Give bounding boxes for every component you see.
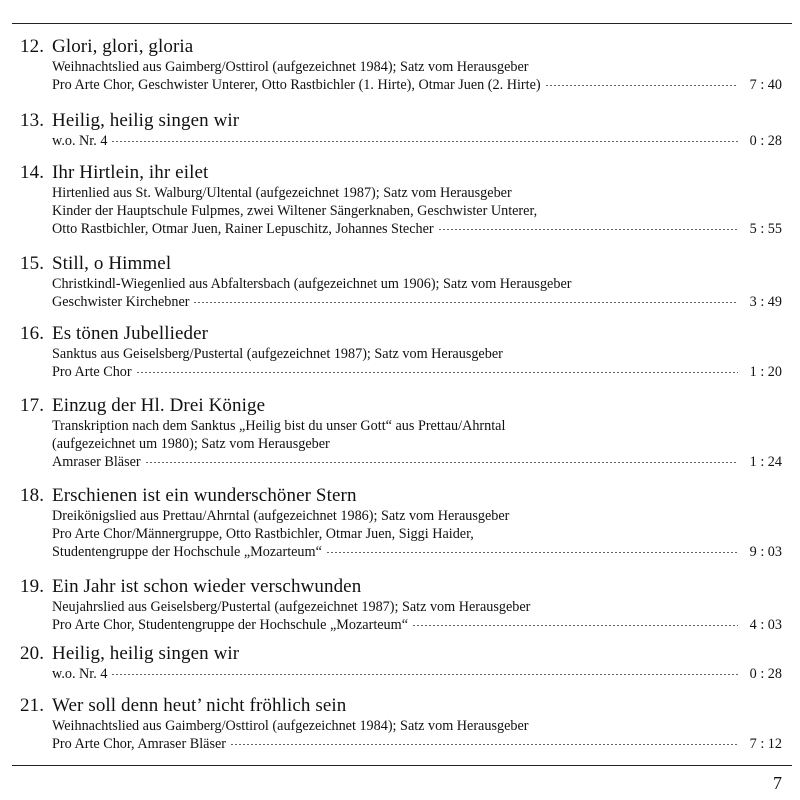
track-entry: [20, 162, 782, 253]
track-entry: [20, 36, 782, 110]
track-heading: [20, 323, 782, 345]
dot-leader: [111, 141, 738, 142]
track-duration: 4 : 03: [749, 617, 782, 633]
track-performers-line: [52, 220, 782, 238]
track-performers: Studentengruppe der Hochschule „Mozarteum“: [52, 544, 322, 560]
track-list: [20, 36, 782, 769]
track-performers-line: [52, 132, 782, 150]
track-entry: [20, 323, 782, 395]
dot-leader: [412, 625, 738, 626]
track-detail-line: Weihnachtslied aus Gaimberg/Osttirol (aufgezeichnet 1984); Satz vom Herausgeber: [52, 59, 529, 75]
track-title: Einzug der Hl. Drei Könige: [52, 395, 266, 416]
track-details: [20, 417, 782, 471]
track-performers-line: [52, 363, 782, 381]
track-number: 15.: [20, 253, 45, 274]
track-duration: 0 : 28: [749, 133, 782, 149]
track-number: 20.: [20, 643, 45, 664]
track-detail-line: Transkription nach dem Sanktus „Heilig bist du unser Gott“ aus Prettau/Ahrntal: [52, 418, 506, 434]
track-heading: [20, 643, 782, 665]
dot-leader: [145, 462, 738, 463]
page-number: 7: [773, 773, 782, 793]
dot-leader: [230, 744, 738, 745]
track-performers: Pro Arte Chor, Geschwister Unterer, Otto Rastbichler (1. Hirte), Otmar Juen (2. Hirte): [52, 77, 541, 93]
track-heading: [20, 253, 782, 275]
track-title: Ihr Hirtlein, ihr eilet: [52, 162, 209, 183]
track-number: 17.: [20, 395, 45, 416]
track-performers-line: [52, 76, 782, 94]
track-performers: Otto Rastbichler, Otmar Juen, Rainer Lepuschitz, Johannes Stecher: [52, 221, 434, 237]
track-heading: [20, 110, 782, 132]
track-title: Ein Jahr ist schon wieder verschwunden: [52, 576, 362, 597]
track-title: Glori, glori, gloria: [52, 36, 194, 57]
track-title: Erschienen ist ein wunderschöner Stern: [52, 485, 357, 506]
track-heading: [20, 395, 782, 417]
track-title: Heilig, heilig singen wir: [52, 110, 240, 131]
track-entry: [20, 395, 782, 485]
track-performers: Pro Arte Chor: [52, 364, 132, 380]
track-details: [20, 507, 782, 561]
track-details: [20, 345, 782, 381]
top-rule: [12, 23, 792, 24]
bottom-rule: [12, 765, 792, 766]
track-number: 16.: [20, 323, 45, 344]
dot-leader: [545, 85, 738, 86]
track-duration: 7 : 12: [749, 736, 782, 752]
track-detail-line: Kinder der Hauptschule Fulpmes, zwei Wiltener Sängerknaben, Geschwister Unterer,: [52, 203, 538, 219]
track-duration: 5 : 55: [749, 221, 782, 237]
track-performers: Geschwister Kirchebner: [52, 294, 190, 310]
track-performers-line: [52, 616, 782, 634]
track-duration: 1 : 24: [749, 454, 782, 470]
track-performers: Pro Arte Chor, Amraser Bläser: [52, 736, 226, 752]
dot-leader: [136, 372, 738, 373]
track-detail-line: Pro Arte Chor/Männergruppe, Otto Rastbichler, Otmar Juen, Siggi Haider,: [52, 526, 474, 542]
track-heading: [20, 695, 782, 717]
track-performers: Pro Arte Chor, Studentengruppe der Hochschule „Mozarteum“: [52, 617, 408, 633]
track-title: Still, o Himmel: [52, 253, 172, 274]
track-details: [20, 717, 782, 753]
track-duration: 9 : 03: [749, 544, 782, 560]
track-detail-line: Dreikönigslied aus Prettau/Ahrntal (aufgezeichnet 1986); Satz vom Herausgeber: [52, 508, 510, 524]
track-number: 13.: [20, 110, 45, 131]
track-details: [20, 598, 782, 634]
track-details: [20, 184, 782, 238]
track-detail-line: Weihnachtslied aus Gaimberg/Osttirol (aufgezeichnet 1984); Satz vom Herausgeber: [52, 718, 529, 734]
dot-leader: [111, 674, 738, 675]
track-title: Heilig, heilig singen wir: [52, 643, 240, 664]
track-duration: 7 : 40: [749, 77, 782, 93]
track-detail-line: Christkindl-Wiegenlied aus Abfaltersbach (aufgezeichnet um 1906); Satz vom Herausgeber: [52, 276, 572, 292]
track-details: [20, 665, 782, 683]
track-title: Es tönen Jubellieder: [52, 323, 209, 344]
track-performers-line: [52, 543, 782, 561]
track-detail-line: Neujahrslied aus Geiselsberg/Pustertal (aufgezeichnet 1987); Satz vom Herausgeber: [52, 599, 531, 615]
track-number: 19.: [20, 576, 45, 597]
dot-leader: [326, 552, 738, 553]
track-duration: 0 : 28: [749, 666, 782, 682]
track-heading: [20, 36, 782, 58]
track-entry: [20, 576, 782, 643]
track-number: 12.: [20, 36, 45, 57]
track-entry: [20, 695, 782, 769]
track-performers: w.o. Nr. 4: [52, 133, 108, 149]
track-duration: 3 : 49: [749, 294, 782, 310]
track-heading: [20, 485, 782, 507]
track-entry: [20, 253, 782, 323]
dot-leader: [438, 229, 738, 230]
track-number: 18.: [20, 485, 45, 506]
track-performers-line: [52, 453, 782, 471]
track-detail-line: Sanktus aus Geiselsberg/Pustertal (aufgezeichnet 1987); Satz vom Herausgeber: [52, 346, 503, 362]
track-title: Wer soll denn heut’ nicht fröhlich sein: [52, 695, 347, 716]
track-detail-line: (aufgezeichnet um 1980); Satz vom Herausgeber: [52, 436, 330, 452]
track-duration: 1 : 20: [749, 364, 782, 380]
track-entry: [20, 485, 782, 576]
track-performers: w.o. Nr. 4: [52, 666, 108, 682]
track-details: [20, 58, 782, 94]
track-performers: Amraser Bläser: [52, 454, 141, 470]
track-detail-line: Hirtenlied aus St. Walburg/Ultental (aufgezeichnet 1987); Satz vom Herausgeber: [52, 185, 512, 201]
track-number: 21.: [20, 695, 45, 716]
track-performers-line: [52, 735, 782, 753]
track-details: [20, 132, 782, 150]
track-details: [20, 275, 782, 311]
track-heading: [20, 576, 782, 598]
track-heading: [20, 162, 782, 184]
dot-leader: [193, 302, 738, 303]
track-entry: [20, 643, 782, 695]
track-entry: [20, 110, 782, 162]
track-performers-line: [52, 665, 782, 683]
track-performers-line: [52, 293, 782, 311]
track-number: 14.: [20, 162, 45, 183]
